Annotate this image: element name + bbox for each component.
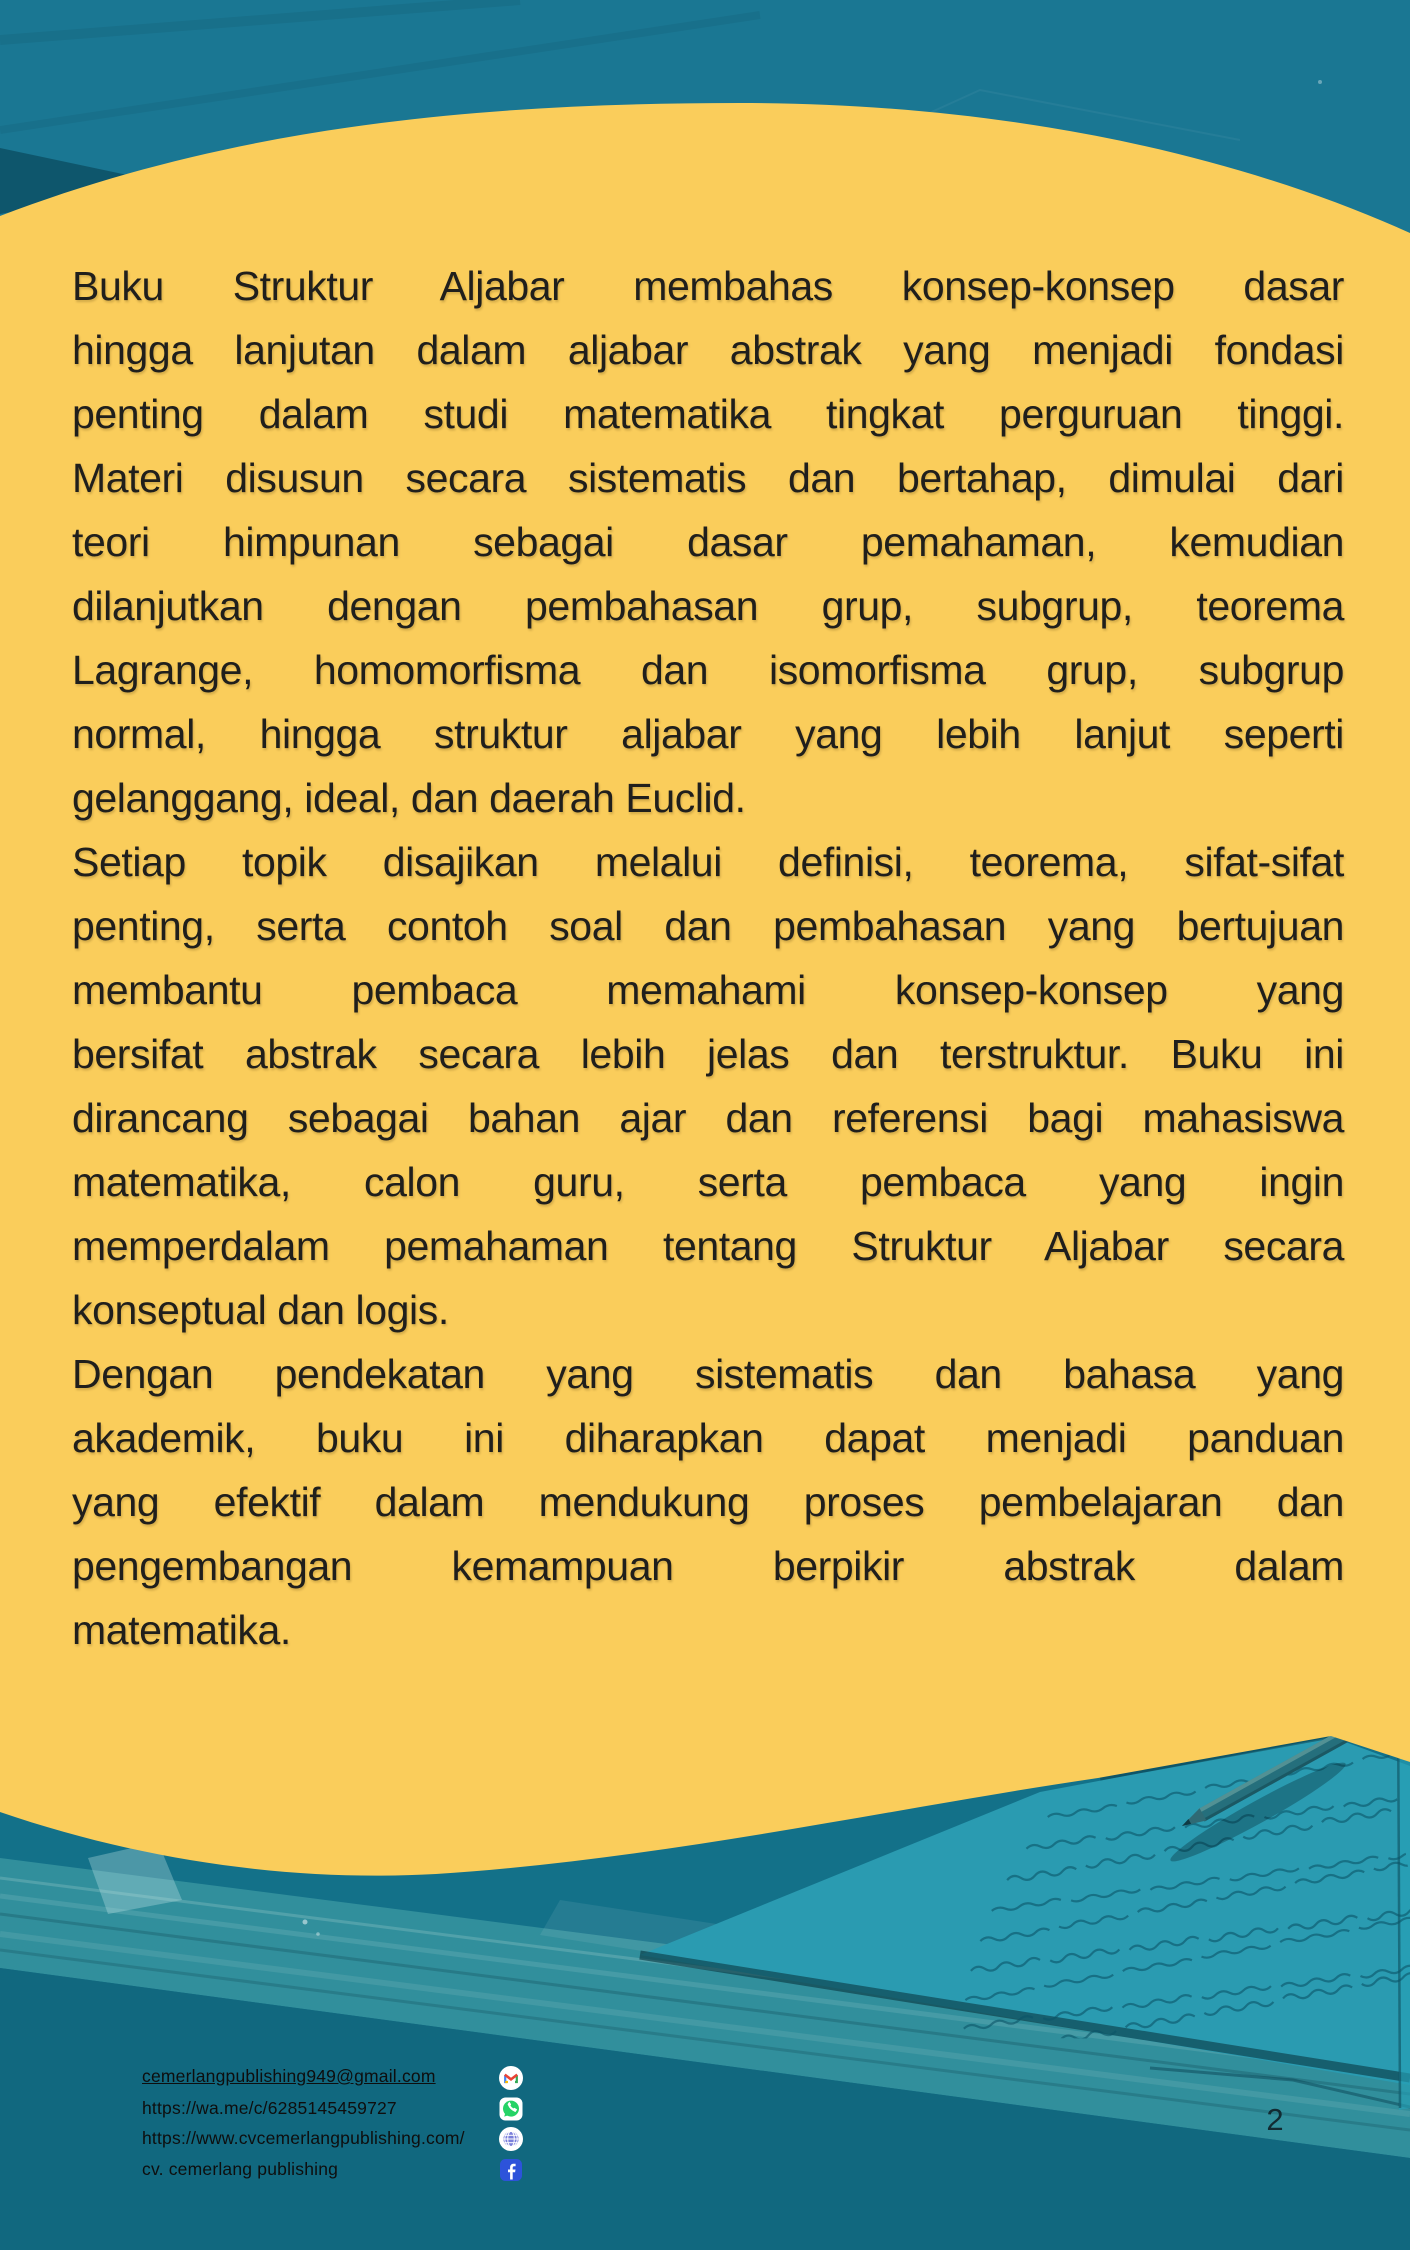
synopsis-line: yang efektif dalam mendukung proses pembelajaran dan	[72, 1479, 1344, 1525]
synopsis-line: gelanggang, ideal, dan daerah Euclid.	[72, 775, 746, 821]
synopsis-line: Lagrange, homomorfisma dan isomorfisma grup, subgrup	[72, 647, 1344, 693]
synopsis-line: memperdalam pemahaman tentang Struktur Aljabar secara	[72, 1223, 1344, 1269]
book-synopsis	[72, 254, 1344, 1662]
synopsis-line: konseptual dan logis.	[72, 1287, 449, 1333]
gmail-icon[interactable]	[499, 2066, 523, 2090]
synopsis-line: akademik, buku ini diharapkan dapat menjadi panduan	[72, 1415, 1344, 1461]
contact-globe-text[interactable]: https://www.cvcemerlangpublishing.com/	[142, 2128, 465, 2148]
synopsis-line: penting, serta contoh soal dan pembahasan yang bertujuan	[72, 903, 1344, 949]
synopsis-line: teori himpunan sebagai dasar pemahaman, kemudian	[72, 519, 1344, 565]
globe-icon[interactable]	[499, 2127, 523, 2151]
synopsis-line: penting dalam studi matematika tingkat perguruan tinggi.	[72, 391, 1344, 437]
synopsis-line: matematika, calon guru, serta pembaca yang ingin	[72, 1159, 1344, 1205]
synopsis-line: bersifat abstrak secara lebih jelas dan terstruktur. Buku ini	[72, 1031, 1344, 1077]
synopsis-line: hingga lanjutan dalam aljabar abstrak yang menjadi fondasi	[72, 327, 1344, 373]
synopsis-line: Buku Struktur Aljabar membahas konsep-konsep dasar	[72, 263, 1344, 309]
contact-gmail-text[interactable]: cemerlangpublishing949@gmail.com	[142, 2066, 436, 2086]
synopsis-line: dilanjutkan dengan pembahasan grup, subgrup, teorema	[72, 583, 1344, 629]
synopsis-line: pengembangan kemampuan berpikir abstrak dalam	[72, 1543, 1344, 1589]
synopsis-line: membantu pembaca memahami konsep-konsep yang	[72, 967, 1344, 1013]
synopsis-line: Setiap topik disajikan melalui definisi, teorema, sifat-sifat	[72, 839, 1344, 885]
whatsapp-icon[interactable]	[499, 2097, 523, 2121]
page-number: 2	[1266, 2102, 1284, 2137]
synopsis-line: Dengan pendekatan yang sistematis dan bahasa yang	[72, 1351, 1344, 1397]
synopsis-line: normal, hingga struktur aljabar yang lebih lanjut seperti	[72, 711, 1344, 757]
contact-whatsapp-text[interactable]: https://wa.me/c/6285145459727	[142, 2098, 397, 2118]
contact-facebook-text[interactable]: cv. cemerlang publishing	[142, 2159, 339, 2179]
synopsis-line: Materi disusun secara sistematis dan bertahap, dimulai dari	[72, 455, 1344, 501]
synopsis-line: dirancang sebagai bahan ajar dan referensi bagi mahasiswa	[72, 1095, 1344, 1141]
facebook-icon[interactable]	[499, 2158, 523, 2182]
synopsis-line: matematika.	[72, 1607, 291, 1653]
